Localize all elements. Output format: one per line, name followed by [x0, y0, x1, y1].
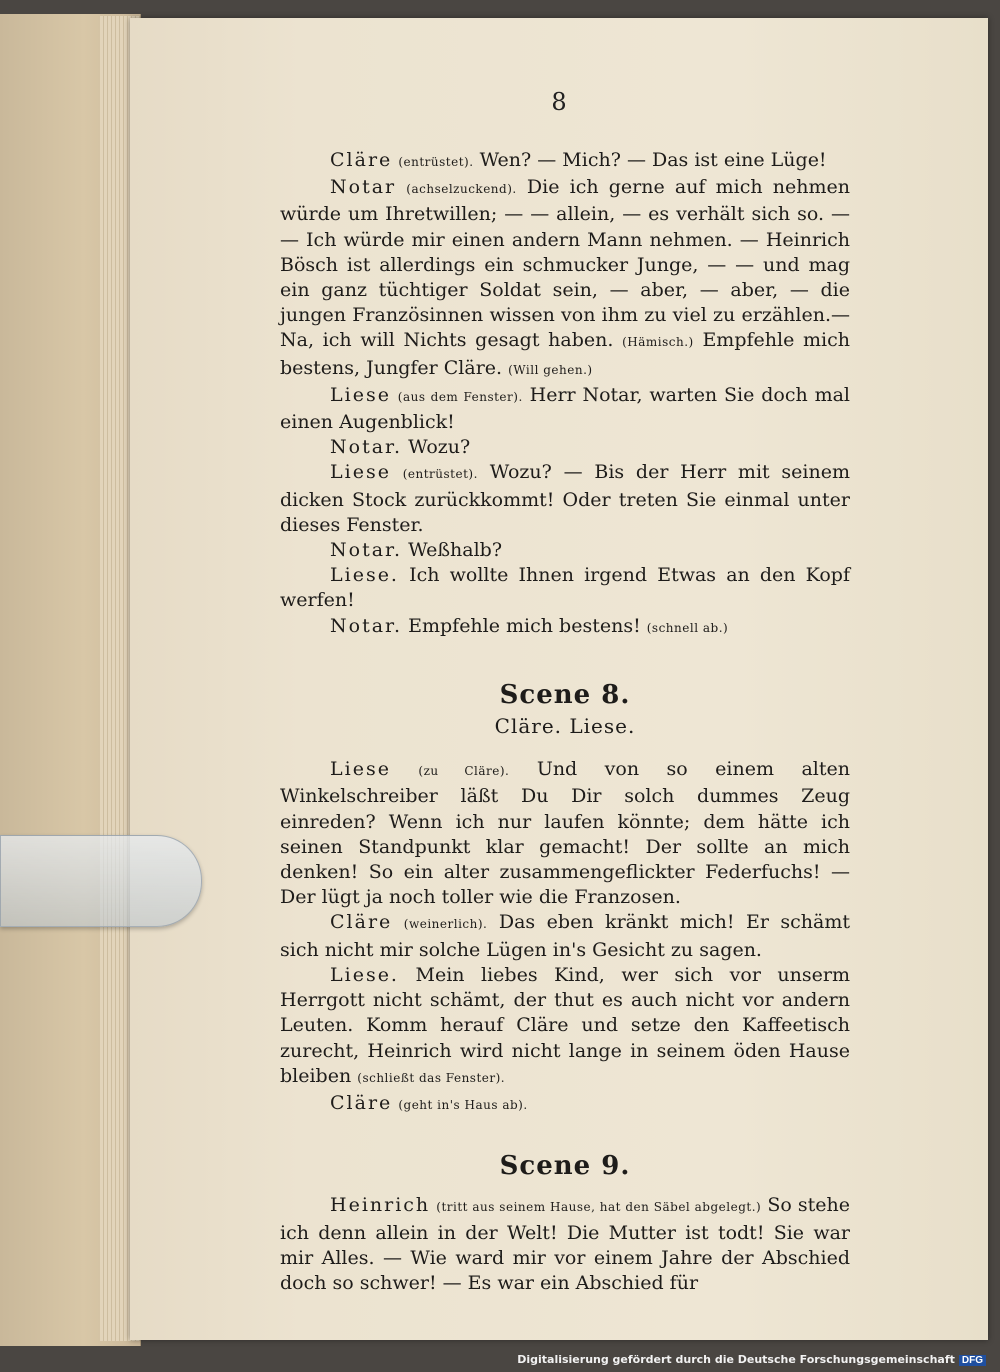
speaker-name: Liese — [330, 758, 391, 781]
dialogue-line — [280, 757, 850, 910]
stage-direction: (achselzuckend). — [406, 182, 517, 197]
speaker-name: Notar. — [330, 539, 403, 562]
dialogue-text: Die ich gerne auf mich nehmen würde um Ihretwillen; — — allein, — es verhält sich so. — — Ich würde mir einen andern Mann nehmen. — Heinrich Bösch ist allerdings ein schmucker Junge, — — und mag ein ganz tüchtiger Soldat sein, — aber, — aber, — die jungen Französinnen wissen von ihm zu viel zu erzählen.— Na, ich will Nichts gesagt haben. — [280, 176, 850, 352]
dialogue-line — [280, 175, 850, 383]
dialogue-line — [280, 614, 850, 641]
page-text — [280, 148, 850, 1296]
dialogue-line — [280, 910, 850, 962]
speaker-name: Notar. — [330, 614, 403, 637]
dialogue-text: Das eben kränkt mich! Er schämt sich nicht mir solche Lügen in's Gesicht zu sagen. — [280, 911, 851, 961]
speaker-name: Cläre — [330, 1091, 393, 1114]
speaker-name: Notar — [330, 176, 397, 199]
dialogue-text: Wozu? — Bis der Herr mit seinem dicken Stock zurückkommt! Oder treten Sie einmal unter dieses Fenster. — [280, 461, 851, 536]
dialogue-text: So stehe ich denn allein in der Welt! Die Mutter ist todt! Sie war mir Alles. — Wie ward mir vor einem Jahre der Abschied doch so schwer! — Es war ein Abschied für — [280, 1194, 850, 1294]
dialogue-line — [280, 1091, 850, 1118]
stage-direction: (schließt das Fenster). — [357, 1070, 506, 1085]
dialogue-text: Und von so einem alten Winkelschreiber läßt Du Dir solch dummes Zeug einreden? Wenn ich nur laufen könnte; dem hätte ich seinen Standpunkt klar gemacht! Der sollte an mich denken! So ein alter zusammengeflickter Federfuchs! — Der lügt ja noch toller wie die Franzosen. — [280, 758, 850, 909]
speaker-name: Liese. — [330, 564, 399, 587]
dialogue-text: Mein liebes Kind, wer sich vor unserm Herrgott nicht schämt, der thut es auch nicht vor andern Leuten. Komm herauf Cläre und setze den Kaffeetisch zurecht, Heinrich wird nicht lange in seinem öden Hause bleiben — [280, 963, 850, 1087]
stage-direction: (entrüstet). — [402, 467, 478, 482]
speaker-name: Liese. — [330, 963, 399, 986]
digitization-credit — [517, 1353, 986, 1366]
book-page — [130, 18, 988, 1340]
dialogue-text: Empfehle mich bestens, Jungfer Cläre. — [280, 329, 850, 379]
dialogue-text: Herr Notar, warten Sie doch mal einen Augenblick! — [280, 383, 850, 434]
dialogue-text: Empfehle mich bestens! — [408, 614, 641, 637]
scene-heading: Scene 8. — [499, 679, 631, 710]
speaker-name: Liese — [330, 383, 391, 406]
dialogue-text: Ich wollte Ihnen irgend Etwas an den Kopf werfen! — [280, 564, 850, 612]
stage-direction: (aus dem Fenster). — [397, 389, 523, 404]
dialogue-line — [280, 538, 850, 563]
dialogue-line — [280, 460, 850, 538]
dialogue-line — [280, 383, 850, 435]
speaker-name: Heinrich — [330, 1194, 431, 1217]
stage-direction: (weinerlich). — [403, 917, 488, 932]
stage-direction: (entrüstet). — [398, 155, 474, 169]
dialogue-text: Wen? — Mich? — Das ist eine Lüge! — [479, 149, 827, 171]
scene-heading: Scene 9. — [499, 1151, 631, 1182]
speaker-name: Cläre — [330, 911, 393, 934]
speaker-name: Cläre — [330, 149, 393, 171]
stage-direction: (schnell ab.) — [646, 620, 729, 635]
stage-direction: (Hämisch.) — [622, 335, 694, 350]
credit-text: Digitalisierung gefördert durch die Deutsche Forschungsgemeinschaft — [517, 1353, 955, 1366]
scene-cast: Cläre. Liese. — [494, 714, 636, 739]
dialogue-line — [280, 1193, 850, 1296]
dialogue-text: Weßhalb? — [408, 539, 503, 562]
stage-direction: (zu Cläre). — [418, 764, 510, 779]
dialogue-line — [280, 148, 850, 175]
dialogue-line — [280, 435, 850, 460]
speaker-name: Liese — [330, 461, 391, 484]
page-number: 8 — [551, 88, 567, 116]
dialogue-line — [280, 963, 850, 1091]
dfg-logo: DFG — [959, 1355, 986, 1366]
page-holder-clip — [0, 835, 202, 927]
dialogue-text: Wozu? — [408, 436, 471, 459]
speaker-name: Notar. — [330, 436, 403, 459]
stage-direction: (geht in's Haus ab). — [398, 1097, 528, 1112]
stage-direction: (tritt aus seinem Hause, hat den Säbel abgelegt.) — [436, 1200, 762, 1215]
dialogue-line — [280, 563, 850, 613]
stage-direction: (Will gehen.) — [508, 362, 593, 377]
